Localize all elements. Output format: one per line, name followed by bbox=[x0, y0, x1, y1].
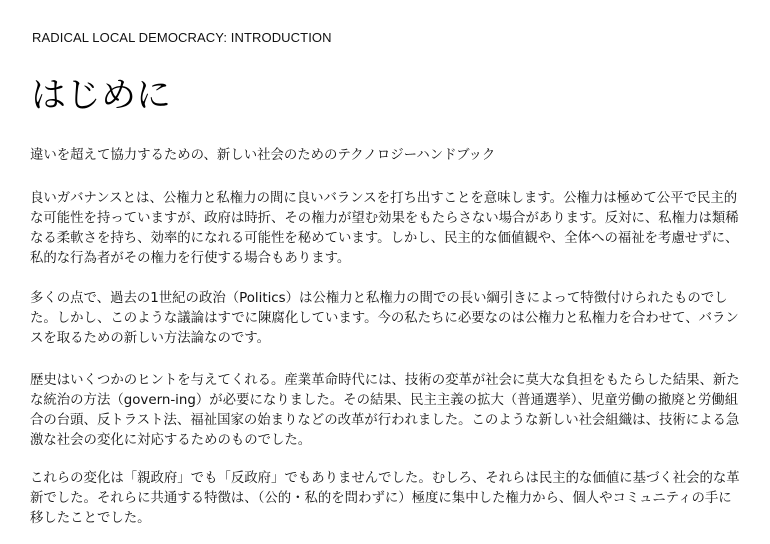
site-header-title[interactable]: RADICAL LOCAL DEMOCRACY: INTRODUCTION bbox=[32, 30, 332, 45]
page-title: はじめに bbox=[31, 76, 172, 116]
body-paragraph-4: これらの変化は「親政府」でも「反政府」でもありませんでした。むしろ、それらは民主的な価値に基づく社会的な革新でした。それらに共通する特徴は、（公的・私的を問わずに）極度に集中した権力から、個人やコミュニティの手に移したことでした。 bbox=[30, 471, 740, 526]
body-paragraph-2: 多くの点で、過去の1世紀の政治（Politics）は公権力と私権力の間での長い綱引きによって特徴付けられたものでした。しかし、このような議論はすでに陳腐化しています。今の私たちに必要なのは公権力と私権力を合わせて、バランスを取るための新しい方法論なのです。 bbox=[30, 291, 739, 346]
body-paragraph-3: 歴史はいくつかのヒントを与えてくれる。産業革命時代には、技術の変革が社会に莫大な負担をもたらした結果、新たな統治の方法（govern-ing）が必要になりました。その結果、民主主義の拡大（普通選挙）、児童労働の撤廃と労働組合の台頭、反トラスト法、福祉国家の始まりなどの改革が行われました。このような新しい社会組織は、技術による急激な社会の変化に対応するためのものでした。 bbox=[30, 373, 740, 448]
body-paragraph-1: 良いガバナンスとは、公権力と私権力の間に良いバランスを打ち出すことを意味します。公権力は極めて公平で民主的な可能性を持っていますが、政府は時折、その権力が望む効果をもたらさない場合があります。反対に、私権力は類稀なる柔軟さを持ち、効率的になれる可能性を秘めています。しかし、民主的な価値観や、全体への福祉を考慮せずに、私的な行為者がその権力を行使する場合もあります。 bbox=[30, 191, 739, 266]
page-subtitle: 違いを超えて協力するための、新しい社会のためのテクノロジーハンドブック bbox=[30, 148, 496, 163]
